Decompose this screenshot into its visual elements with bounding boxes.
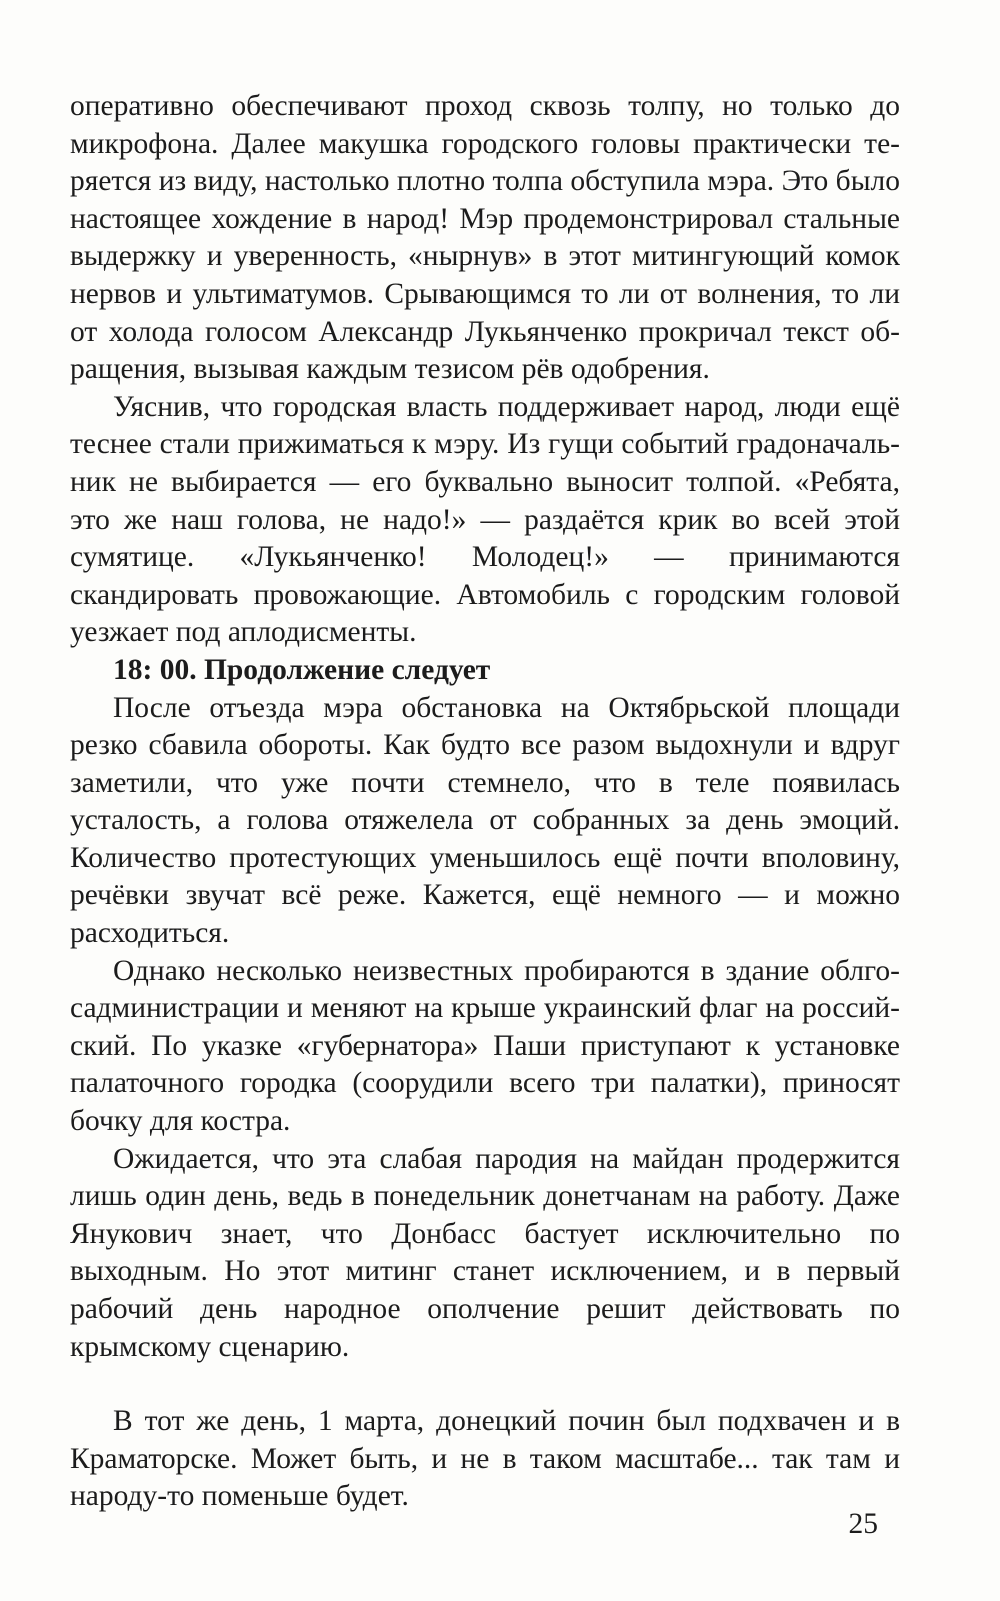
paragraph-expectation: Ожидается, что эта слабая пародия на майдан продержится лишь один день, ведь в понедельник донетчанам на работу. Даже Янукович знает, что Донбасс бастует исключительно по выходным. Но этот митинг станет исключением, и в первый рабочий день народное ополчение решит действовать по крымскому сценарию. <box>70 1142 900 1363</box>
paragraph-kramatorsk: В тот же день, 1 марта, донецкий почин был подхвачен и в Краматорске. Может быть, и не в таком масштабе... так там и народу-то поменьше будет. <box>70 1405 900 1513</box>
page-number: 25 <box>848 1508 878 1540</box>
paragraph-after-departure: После отъезда мэра обстановка на Октябрьской площади резко сбавила обороты. Как будто все разом выдохнули и вдруг заметили, что уже почти стемнело, что в теле появилась усталость, а голова отяжелела от собранных за день эмоций. Количество протестующих уменьшилось ещё почти вполовину, речёвки звучат всё реже. Кажется, ещё немного — и можно расходиться. <box>70 691 900 950</box>
paragraph-continuation: оперативно обеспечивают проход сквозь толпу, но только до микрофона. Далее макушка городского головы практически теряется из виду, настолько плотно толпа обступила мэра. Это было настоящее хождение в народ! Мэр продемонстрировал стальные выдержку и уверенность, «нырнув» в этот митингующий комок нервов и ультиматумов. Срывающимся то ли от волнения, то ли от холода голосом Александр Лукьянченко прокричал текст обращения, вызывая каждым тезисом рёв одобрения. <box>70 90 900 386</box>
section-heading: 18: 00. Продолжение следует <box>113 653 491 686</box>
paragraph-flag-change: Однако несколько неизвестных пробираются в здание облгосадминистрации и меняют на крыше украинский флаг на российский. По указке «губернатора» Паши приступают к установке палаточного городка (соорудили всего три палатки), приносят бочку для костра. <box>70 954 900 1138</box>
section-gap <box>70 1366 900 1403</box>
page-text <box>70 88 900 1516</box>
paragraph-mayor-carried-out: Уяснив, что городская власть поддерживает народ, люди ещё теснее стали прижиматься к мэру. Из гущи событий градоначальник не выбирается — его буквально выносит толпой. «Ребята, это же наш голова, не надо!» — раздаётся крик во всей этой сумятице. «Лукьянченко! Молодец!» — принимаются скандировать провожающие. Автомобиль с городским головой уезжает под аплодисменты. <box>70 390 900 649</box>
